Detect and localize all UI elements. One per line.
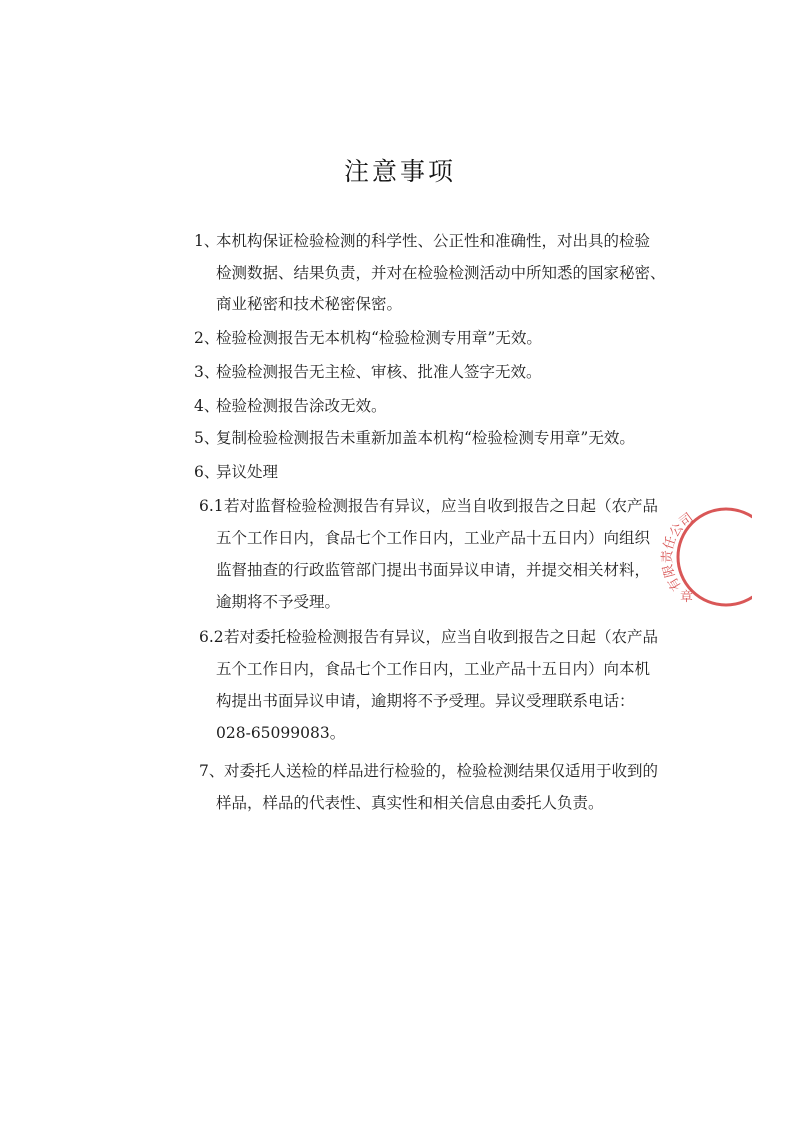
item-number: 7、 <box>199 762 225 780</box>
item-text-line: 检测数据、结果负责，并对在检验检测活动中所知悉的国家秘密、 <box>216 264 666 282</box>
item-text-line: 五个工作日内，食品七个工作日内，工业产品十五日内）向组织 <box>216 529 651 547</box>
item-text-line: 异议处理 <box>216 463 279 481</box>
item-number: 3、 <box>194 363 220 381</box>
item-text-line: 逾期将不予受理。 <box>216 593 341 611</box>
item-text-line: 样品，样品的代表性、真实性和相关信息由委托人负责。 <box>216 794 604 812</box>
item-number: 1、 <box>194 232 220 250</box>
item-text-line: 本机构保证检验检测的科学性、公正性和准确性，对出具的检验 <box>216 232 651 250</box>
official-seal <box>648 505 752 609</box>
page-title: 注意事项 <box>343 157 456 186</box>
seal-arc-text: 有限责任公司 <box>659 509 696 594</box>
item-number: 6.2 <box>199 628 224 646</box>
item-number: 6.1 <box>199 497 224 515</box>
item-text-line: 构提出书面异议申请，逾期将不予受理。异议受理联系电话： <box>216 692 635 710</box>
item-number: 2、 <box>194 329 220 347</box>
item-text-line: 检验检测报告无主检、审核、批准人签字无效。 <box>216 363 542 381</box>
item-number: 5、 <box>194 429 220 447</box>
item-text-line: 对委托人送检的样品进行检验的，检验检测结果仅适用于收到的 <box>224 762 659 780</box>
item-number: 6、 <box>194 463 220 481</box>
seal-char: 章 <box>680 589 694 604</box>
item-text-line: 复制检验检测报告未重新加盖本机构“检验检测专用章”无效。 <box>216 429 635 447</box>
item-text-line: 若对委托检验检测报告有异议，应当自收到报告之日起（农产品 <box>224 628 659 646</box>
phone-number: 028-65099083。 <box>216 724 346 742</box>
item-text-line: 商业秘密和技术秘密保密。 <box>216 295 403 313</box>
item-text-line: 五个工作日内，食品七个工作日内，工业产品十五日内）向本机 <box>216 660 651 678</box>
item-text-line: 检验检测报告涂改无效。 <box>216 397 387 415</box>
item-text-line: 监督抽查的行政监管部门提出书面异议申请，并提交相关材料， <box>216 561 651 579</box>
item-text-line: 检验检测报告无本机构“检验检测专用章”无效。 <box>216 329 542 347</box>
item-text-line: 若对监督检验检测报告有异议，应当自收到报告之日起（农产品 <box>224 497 659 515</box>
item-number: 4、 <box>194 397 220 415</box>
